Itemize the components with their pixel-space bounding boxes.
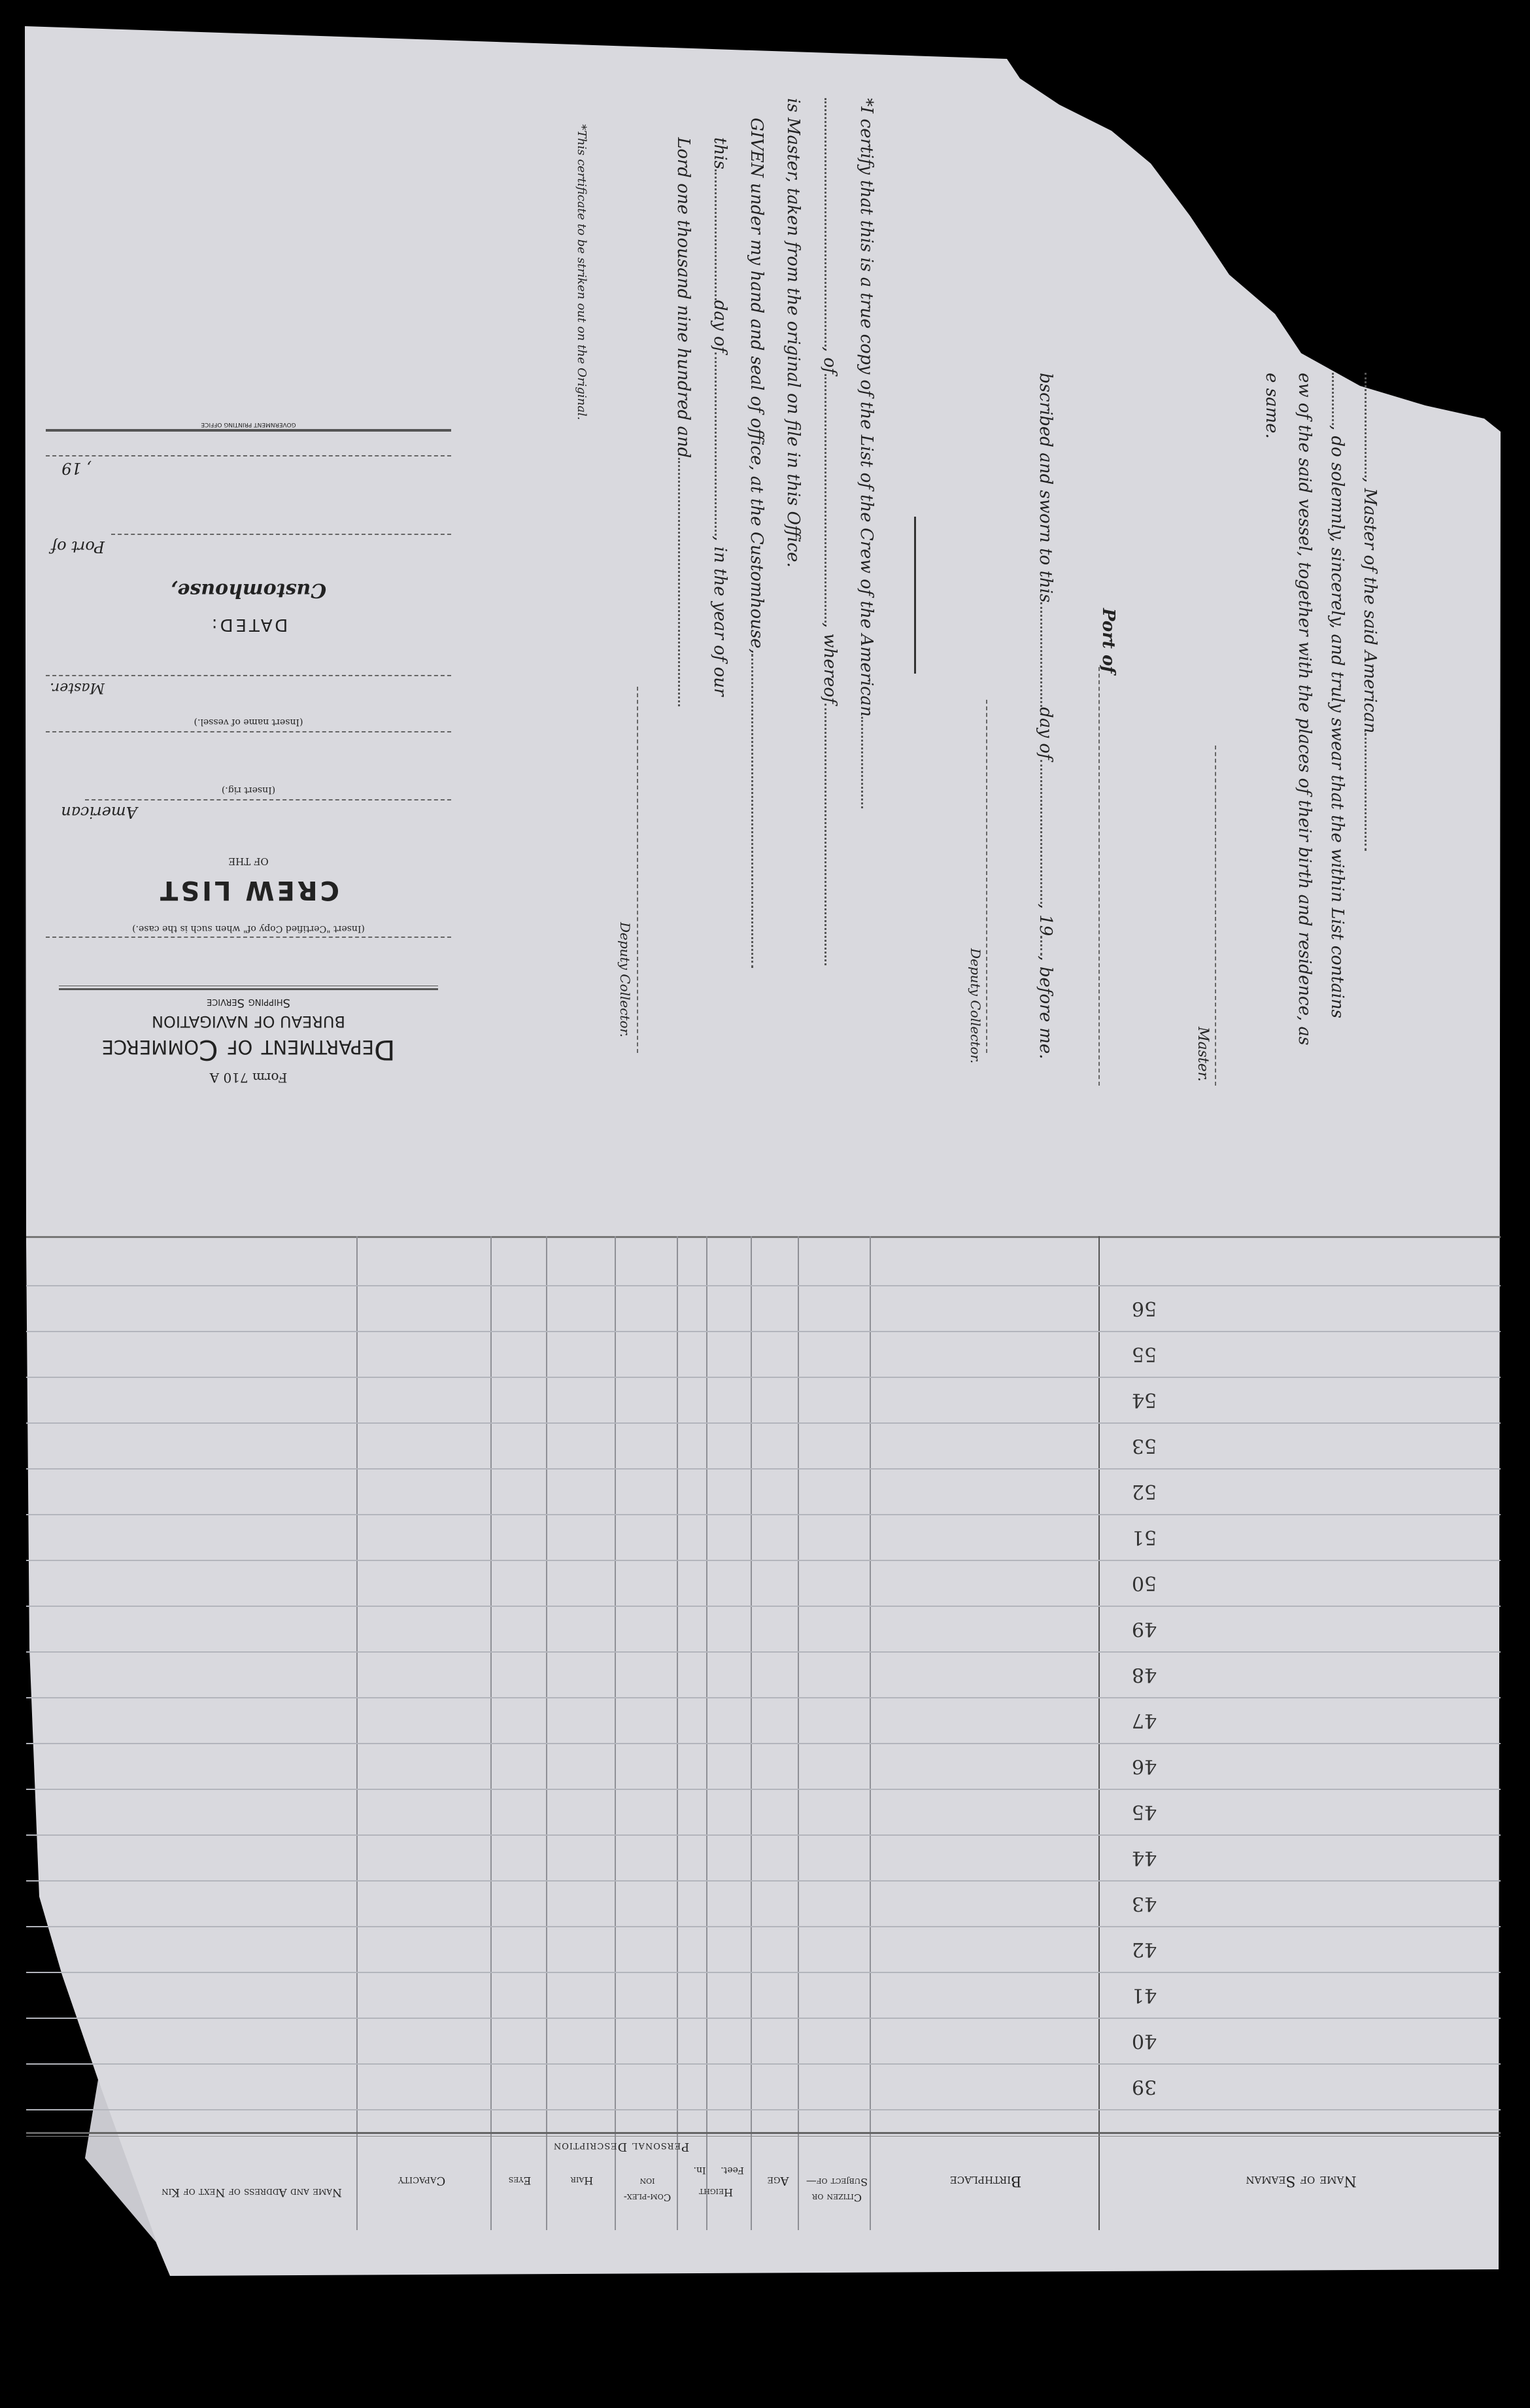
table-row-line <box>26 1880 1501 1882</box>
table-row-number: 54 <box>1131 1388 1157 1411</box>
fp-customhouse: Customhouse, <box>170 579 327 602</box>
cert-line-5 <box>710 137 730 697</box>
oath-port-line <box>1098 667 1100 1086</box>
oath-deputy-line <box>986 700 987 1053</box>
oath-master: Master. <box>1195 1027 1211 1082</box>
oath-line-1-text: , Master of the said American <box>1360 477 1380 734</box>
header-personal-description: Personal Description <box>552 2140 690 2154</box>
fp-bureau: BUREAU OF NAVIGATION <box>152 1012 345 1031</box>
oath-subscribed-text: bscribed and sworn to this <box>1036 373 1055 603</box>
fp-crew-list-title: CREW LIST <box>158 875 339 905</box>
col-line-3 <box>546 1236 547 2230</box>
fp-american: American <box>61 803 137 821</box>
cert-line-6 <box>673 137 693 706</box>
header-hair: Hair <box>570 2175 594 2187</box>
table-row-line <box>26 1514 1501 1515</box>
table-row-line <box>26 1468 1501 1470</box>
table-row-line <box>26 2018 1501 2019</box>
table-row-line <box>26 1331 1501 1332</box>
fp-insert-certified: (Insert "Certified Copy of" when such is the case.) <box>132 923 365 934</box>
table-row-line <box>26 1606 1501 1607</box>
fp-dated: DATED: <box>209 615 288 634</box>
cert-whereof: , whereof <box>820 622 840 704</box>
table-row-line <box>26 1834 1501 1836</box>
oath-before-me: , before me. <box>1036 955 1055 1059</box>
header-inches: In. <box>693 2165 706 2175</box>
col-line-10 <box>1098 1236 1100 2230</box>
certificate-footnote: *This certificate to be striken out on the Original. <box>575 124 588 421</box>
oath-port-of: Port of <box>1098 608 1118 674</box>
cert-line-1 <box>857 98 876 808</box>
fp-printing-office: GOVERNMENT PRINTING OFFICE <box>201 421 296 428</box>
cert-lord: Lord one thousand nine hundred and <box>673 137 693 458</box>
header-citizen: Citizen or Subject of— <box>806 2176 868 2204</box>
header-next-of-kin: Name and Address of Next of Kin <box>162 2186 342 2199</box>
table-row-number: 39 <box>1131 2075 1157 2098</box>
table-row-number: 48 <box>1131 1663 1157 1686</box>
table-row-number: 49 <box>1131 1617 1157 1640</box>
cert-of: , of <box>820 347 840 374</box>
header-complexion: Com-plex-ion <box>623 2176 672 2203</box>
table-header <box>26 2136 1501 2214</box>
header-eyes: Eyes <box>508 2175 532 2187</box>
header-height: Height <box>698 2186 734 2199</box>
table-row-line <box>26 1422 1501 1424</box>
table-row-number: 51 <box>1131 1526 1157 1549</box>
table-row-line <box>26 1972 1501 1973</box>
table-row-line <box>26 1789 1501 1790</box>
oath-deputy: Deputy Collector. <box>968 948 983 1064</box>
col-line-7 <box>751 1236 752 2230</box>
fp-certified-line <box>46 937 451 938</box>
header-age: Age <box>767 2174 789 2188</box>
cert-in-the-year: , in the year of our <box>710 536 730 697</box>
table-row-line <box>26 1560 1501 1561</box>
table-row-line <box>26 1651 1501 1653</box>
fp-year-line <box>46 455 451 456</box>
col-line-1 <box>356 1236 358 2230</box>
col-line-5 <box>677 1236 678 2230</box>
cert-deputy: Deputy Collector. <box>617 922 633 1038</box>
fp-year: , 19 <box>61 459 92 477</box>
header-capacity: Capacity <box>398 2174 446 2188</box>
col-line-4 <box>615 1236 616 2230</box>
fp-rig-line <box>85 799 451 800</box>
col-line-2 <box>490 1236 492 2230</box>
cert-given: GIVEN under my hand and seal of office, at the Customhouse, <box>747 118 766 654</box>
oath-subscribed <box>1036 373 1055 1059</box>
table-row-line <box>26 1926 1501 1927</box>
front-panel <box>39 249 458 1086</box>
oath-line-2-text: , do solemnly, sincerely, and truly swear that the within List contains <box>1327 425 1347 1019</box>
section-divider <box>914 517 916 674</box>
cert-line-2 <box>820 98 840 965</box>
cert-day-of: day of <box>710 300 730 353</box>
fp-service: Shipping Service <box>206 996 291 1010</box>
fp-master-line <box>46 675 451 676</box>
table-row-number: 56 <box>1131 1297 1157 1320</box>
oath-year: , 19 <box>1036 903 1055 937</box>
table-row-number: 45 <box>1131 1800 1157 1823</box>
oath-master-line <box>1215 746 1216 1086</box>
col-line-8 <box>798 1236 799 2230</box>
header-birthplace: Birthplace <box>949 2173 1022 2189</box>
table-row-number: 42 <box>1131 1938 1157 1961</box>
table-row-line <box>26 1285 1501 1286</box>
oath-line-3: ew of the said vessel, together with the places of their birth and residence, as <box>1295 373 1314 1046</box>
table-top-border <box>26 1236 1501 1238</box>
col-line-9 <box>870 1236 871 2230</box>
header-feet: Feet. <box>721 2165 744 2175</box>
oath-block <box>1118 98 1380 1144</box>
certificate-block <box>549 98 876 1144</box>
table-row-number: 47 <box>1131 1709 1157 1732</box>
cert-line-4 <box>747 118 766 968</box>
fp-department: Department of Commerce <box>101 1034 396 1066</box>
cert-this: this <box>710 137 730 169</box>
table-row-line <box>26 1697 1501 1698</box>
fp-insert-vessel: (Insert name of vessel.) <box>194 717 303 727</box>
cert-deputy-line <box>637 687 638 1053</box>
oath-line-4: e same. <box>1262 373 1282 439</box>
table-row-line <box>26 2109 1501 2110</box>
fp-rule-1 <box>59 988 438 990</box>
table-row-number: 46 <box>1131 1755 1157 1778</box>
fp-vessel-line <box>46 731 451 732</box>
oath-day-of: day of <box>1036 707 1055 760</box>
table-row-number: 44 <box>1131 1846 1157 1869</box>
table-row-number: 53 <box>1131 1434 1157 1457</box>
table-row-number: 41 <box>1131 1984 1157 2006</box>
fp-of-the: OF THE <box>228 855 269 867</box>
table-row-number: 50 <box>1131 1572 1157 1594</box>
crew-table-grid <box>26 1236 1501 2230</box>
table-row-line <box>26 2063 1501 2065</box>
fp-bottom-rule <box>46 429 451 432</box>
fp-insert-rig: (Insert rig.) <box>221 785 276 795</box>
table-row-number: 52 <box>1131 1480 1157 1503</box>
table-row-number: 40 <box>1131 2029 1157 2052</box>
oath-port-block <box>922 98 1118 1144</box>
table-row-line <box>26 1743 1501 1744</box>
fp-form-number: Form 710 A <box>209 1070 288 1086</box>
oath-line-2 <box>1327 373 1347 1018</box>
oath-line-1 <box>1360 373 1380 851</box>
cert-line-3: is Master, taken from the original on file in this Office. <box>783 98 803 568</box>
fp-port-of: Port of <box>51 538 105 556</box>
table-row-number: 55 <box>1131 1343 1157 1366</box>
col-line-6 <box>706 1236 707 2230</box>
header-rule <box>26 2132 1501 2134</box>
header-name-of-seaman: Name of Seaman <box>1246 2173 1357 2189</box>
fp-port-line <box>111 534 451 535</box>
table-row-number: 43 <box>1131 1892 1157 1915</box>
fp-master: Master. <box>50 679 105 696</box>
table-row-line <box>26 1377 1501 1378</box>
cert-line-1-text: *I certify that this is a true copy of the List of the Crew of the American <box>857 98 876 717</box>
